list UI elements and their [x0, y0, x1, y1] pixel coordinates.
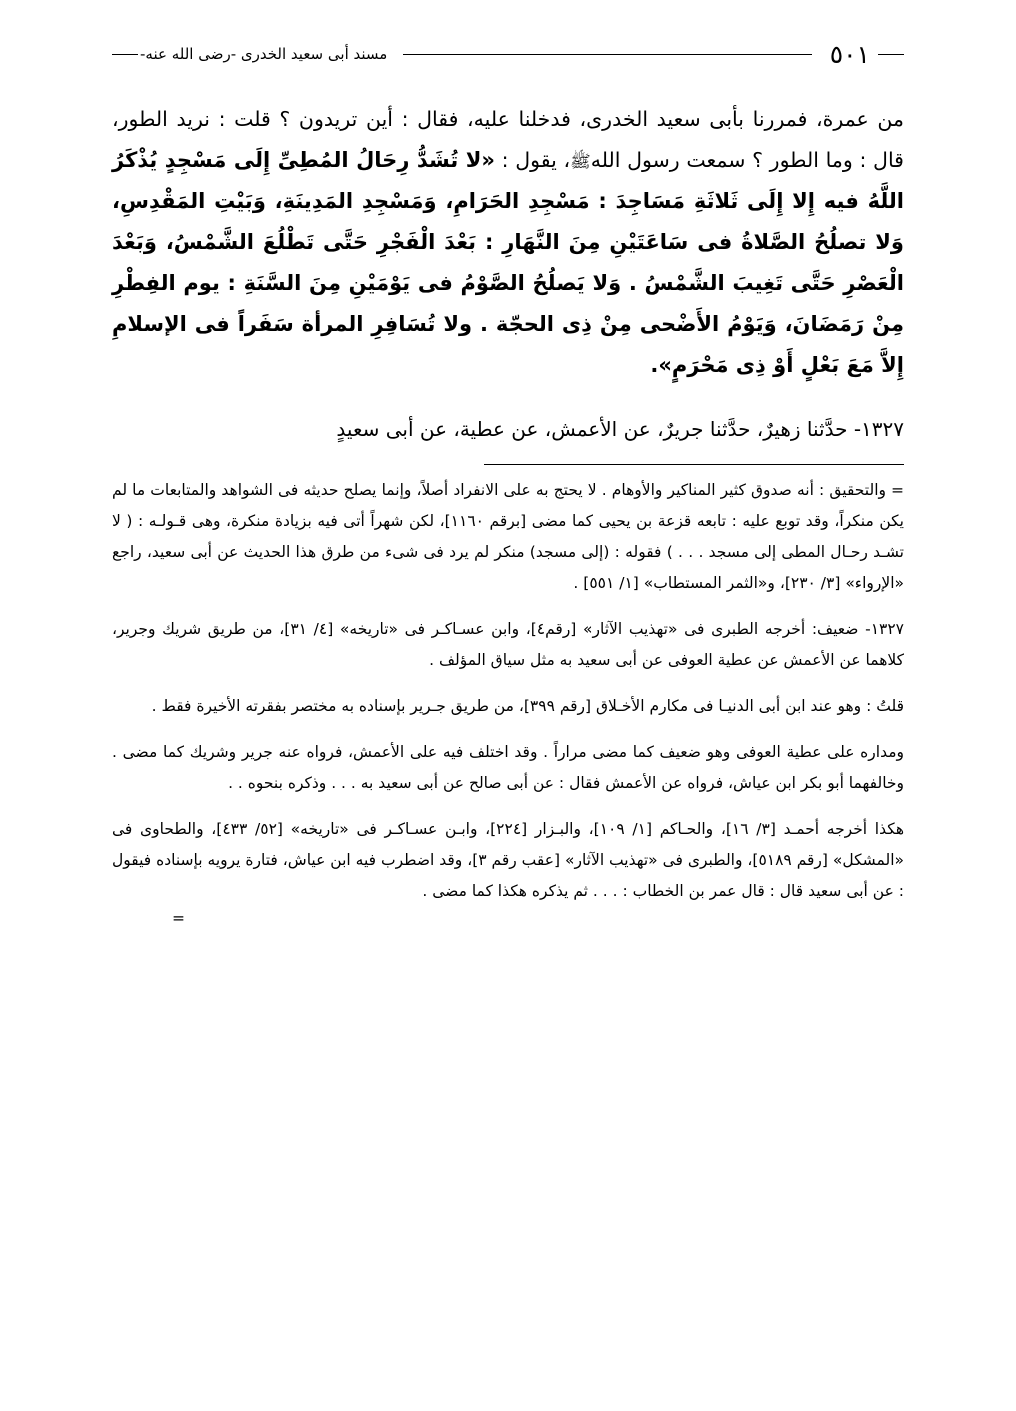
footnote-spacer	[112, 728, 904, 737]
main-text-block	[112, 100, 904, 386]
footnote-text: ومداره على عطية العوفى وهو ضعيف كما مضى مراراً . وقد اختلف فيه على الأعمش، فرواه عنه جرير وشريك كما مضى . وخالفهما أبو بكر ابن عياش، فرواه عن الأعمش فقال : عن أبى صالح عن أبى سعيد به . . . وذكره بنحوه . .	[112, 743, 904, 793]
footnote-item	[112, 475, 904, 599]
footnote-text: هكذا أخرجه أحمـد [٣/ ١٦]، والحـاكم [١/ ١٠٩]، والبـزار [٢٢٤]، وابـن عسـاكـر فى «تاريخه» [٥٢/ ٤٣٣]، والطحاوى فى «المشكل» [رقم ٥١٨٩]، والطبرى فى «تهذيب الآثار» [عقب رقم ٣]، وقد اضطرب فيه ابن عياش، فتارة يرويه بإسناده فيقول : عن أبى سعيد قال : قال عمر بن الخطاب : . . . ثم يذكره هكذا كما مضى .	[112, 820, 904, 901]
hadith-isnad-text: حدَّثنا زهيرٌ، حدَّثنا جريرٌ، عن الأعمش، عن عطية، عن أبى سعيدٍ	[336, 416, 848, 441]
sallallahu-alayhi-wasallam-glyph: ﷺ	[570, 151, 591, 172]
footnote-spacer	[112, 605, 904, 614]
page-number: ٥٠١	[829, 39, 870, 69]
footnote-block	[112, 475, 904, 907]
footnote-item	[112, 737, 904, 799]
footnote-item	[112, 614, 904, 676]
footnote-spacer	[112, 682, 904, 691]
page-continuation-marker: =	[172, 909, 185, 928]
page-header	[112, 34, 904, 74]
header-rule	[403, 54, 811, 55]
footnote-text: قلتُ : وهو عند ابن أبى الدنيـا فى مكارم الأخـلاق [رقم ٣٩٩]، من طريق جـرير بإسناده به مختصر بفقرته الأخيرة فقط .	[151, 697, 904, 716]
footnote-spacer	[112, 805, 904, 814]
hadith-paragraph	[112, 100, 904, 386]
footnote-continuation-marker: =	[891, 481, 904, 500]
header-dash-right	[878, 54, 904, 55]
hadith-entry-1327	[112, 410, 904, 448]
footnote-separator	[484, 464, 904, 466]
intro-after-text: ، يقول :	[501, 147, 571, 172]
hadith-body-text: «لا تُشَدُّ رِحَالُ المُطِىِّ إِلَى مَسْجِدٍ يُذْكَرُ اللَّهُ فيه إِلا إِلَى ثَلاثَةِ مَسَاجِدَ : مَسْجِدِ الحَرَامِ، وَمَسْجِدِ المَدِينَةِ، وَبَيْتِ المَقْدِسِ، وَلا تصلُحُ الصَّلاةُ فى سَاعَتَيْنِ مِنَ النَّهَارِ : بَعْدَ الْفَجْرِ حَتَّى تَطْلُعَ الشَّمْسُ، وَبَعْدَ الْعَصْرِ حَتَّى تَغِيبَ الشَّمْسُ . وَلا يَصلُحُ الصَّوْمُ فى يَوْمَيْنِ مِنَ السَّنَةِ : يوم الفِطْرِ مِنْ رَمَضَانَ، وَيَوْمُ الأَضْحى مِنْ ذِى الحجّة . ولا تُسَافِرِ المرأة سَفَراً فى الإسلامِ إِلاَّ مَعَ بَعْلٍ أَوْ ذِى مَحْرَمٍ».	[112, 147, 904, 377]
footnote-text: والتحقيق : أنه صدوق كثير المناكير والأوهام . لا يحتج به على الانفراد أصلاً، وإنما يصلح حديثه فى الشواهد والمتابعات ما لم يكن منكراً، وقد توبع عليه : تابعه قزعة بن يحيى كما مضى [برقم ١١٦٠]، لكن شهراً أتى فيه بزيادة منكرة، وهى قـولـه : ( لا تشـد رحـال المطى إلى مسجد . . . ) فقوله : (إلى مسجد) منكر لم يرد فى شىء من طرق هذا الحديث عن أبى سعيد، راجع «الإرواء» [٣/ ٢٣٠]، و«الثمر المستطاب» [١/ ٥٥١] .	[112, 481, 904, 593]
running-head-title: مسند أبى سعيد الخدرى -رضى الله عنه-	[140, 45, 388, 63]
hadith-number: ١٣٢٧-	[853, 416, 904, 441]
isnad-intro-text: من عمرة، فمررنا بأبى سعيد الخدرى، فدخلنا عليه، فقال : أين تريدون ؟ قلت : نريد الطور، قال : وما الطور ؟ سمعت رسول الله	[112, 107, 904, 172]
footnote-item	[112, 814, 904, 907]
footnote-item	[112, 691, 904, 722]
header-dash-left	[112, 54, 138, 55]
footnote-text: ١٣٢٧- ضعيف: أخرجه الطبرى فى «تهذيب الآثار» [رقم٤]، وابن عسـاكـر فى «تاريخه» [٤/ ٣١]، من طريق شريك وجرير، كلاهما عن الأعمش عن عطية العوفى عن أبى سعيد به مثل سياق المؤلف .	[112, 620, 904, 670]
